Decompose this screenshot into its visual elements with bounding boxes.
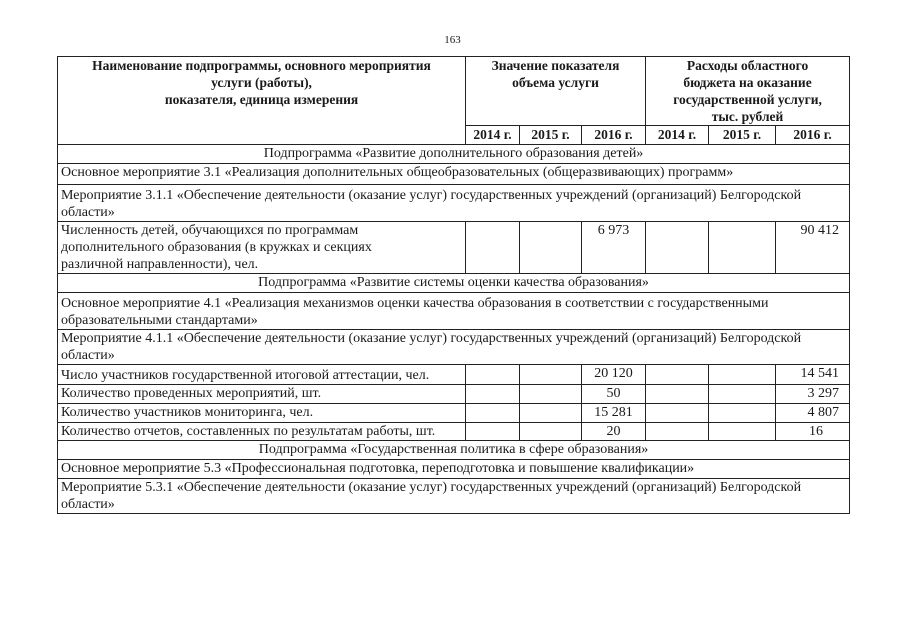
header-budget-line: бюджета на оказание bbox=[683, 75, 812, 90]
volume-2016: 50 bbox=[582, 385, 646, 404]
volume-2016: 20 120 bbox=[582, 365, 646, 385]
indicator-row bbox=[58, 222, 850, 274]
value-cell bbox=[646, 222, 709, 274]
header-name-line: показателя, единица измерения bbox=[164, 92, 359, 107]
header-budget-line: государственной услуги, bbox=[673, 92, 822, 107]
indicator-row bbox=[58, 423, 850, 441]
activity-row: Мероприятие 5.3.1 «Обеспечение деятельности (оказание услуг) государственных учреждений (организаций) Белгородской области» bbox=[58, 479, 850, 514]
services-table bbox=[57, 56, 850, 514]
page-number: 163 bbox=[444, 34, 461, 46]
expense-2016: 16 bbox=[776, 423, 850, 441]
header-name-line: услуги (работы), bbox=[211, 75, 312, 90]
value-cell bbox=[646, 404, 709, 423]
indicator-name: Число участников государственной итоговой аттестации, чел. bbox=[58, 365, 466, 385]
indicator-row bbox=[58, 385, 850, 404]
volume-2016: 15 281 bbox=[582, 404, 646, 423]
value-cell bbox=[520, 423, 582, 441]
indicator-row bbox=[58, 404, 850, 423]
value-cell bbox=[709, 222, 776, 274]
value-cell bbox=[466, 222, 520, 274]
indicator-name: Численность детей, обучающихся по программам дополнительного образования (в кружках и секциях различной направленности), чел. bbox=[58, 222, 466, 274]
value-cell bbox=[709, 365, 776, 385]
year-header: 2015 г. bbox=[709, 126, 776, 145]
year-header: 2014 г. bbox=[646, 126, 709, 145]
volume-2016: 6 973 bbox=[582, 222, 646, 274]
header-name-col bbox=[58, 57, 466, 145]
indicator-name: Количество участников мониторинга, чел. bbox=[58, 404, 466, 423]
header-name-line: Наименование подпрограммы, основного мероприятия bbox=[92, 58, 431, 73]
value-cell bbox=[466, 365, 520, 385]
main-activity-row: Основное мероприятие 3.1 «Реализация дополнительных общеобразовательных (общеразвивающих) программ» bbox=[58, 164, 850, 185]
value-cell bbox=[466, 404, 520, 423]
subprogram-row: Подпрограмма «Развитие дополнительного образования детей» bbox=[58, 145, 850, 164]
header-volume-col bbox=[466, 57, 646, 126]
value-cell bbox=[646, 365, 709, 385]
value-cell bbox=[520, 222, 582, 274]
year-header: 2014 г. bbox=[466, 126, 520, 145]
value-cell bbox=[520, 404, 582, 423]
main-activity-row: Основное мероприятие 4.1 «Реализация механизмов оценки качества образования в соответствии с государственными образовательными стандартами» bbox=[58, 293, 850, 330]
volume-2016: 20 bbox=[582, 423, 646, 441]
value-cell bbox=[466, 385, 520, 404]
subprogram-row: Подпрограмма «Развитие системы оценки качества образования» bbox=[58, 274, 850, 293]
header-budget-line: тыс. рублей bbox=[711, 109, 784, 124]
indicator-name: Количество отчетов, составленных по результатам работы, шт. bbox=[58, 423, 466, 441]
value-cell bbox=[646, 423, 709, 441]
expense-2016: 4 807 bbox=[776, 404, 850, 423]
value-cell bbox=[646, 385, 709, 404]
activity-row: Мероприятие 4.1.1 «Обеспечение деятельности (оказание услуг) государственных учреждений (организаций) Белгородской области» bbox=[58, 330, 850, 365]
header-budget-col bbox=[646, 57, 850, 126]
value-cell bbox=[709, 404, 776, 423]
activity-row: Мероприятие 3.1.1 «Обеспечение деятельности (оказание услуг) государственных учреждений (организаций) Белгородской области» bbox=[58, 185, 850, 222]
value-cell bbox=[466, 423, 520, 441]
header-budget-line: Расходы областного bbox=[686, 58, 809, 73]
year-header: 2016 г. bbox=[582, 126, 646, 145]
value-cell bbox=[709, 385, 776, 404]
expense-2016: 3 297 bbox=[776, 385, 850, 404]
expense-2016: 14 541 bbox=[776, 365, 850, 385]
expense-2016: 90 412 bbox=[776, 222, 850, 274]
header-volume-line: объема услуги bbox=[512, 75, 599, 90]
main-activity-row: Основное мероприятие 5.3 «Профессиональная подготовка, переподготовка и повышение квалификации» bbox=[58, 460, 850, 479]
indicator-name: Количество проведенных мероприятий, шт. bbox=[58, 385, 466, 404]
value-cell bbox=[709, 423, 776, 441]
subprogram-row: Подпрограмма «Государственная политика в сфере образования» bbox=[58, 441, 850, 460]
header-volume-line: Значение показателя bbox=[491, 58, 620, 73]
year-header: 2016 г. bbox=[776, 126, 850, 145]
value-cell bbox=[520, 385, 582, 404]
value-cell bbox=[520, 365, 582, 385]
year-header: 2015 г. bbox=[520, 126, 582, 145]
indicator-row bbox=[58, 365, 850, 385]
